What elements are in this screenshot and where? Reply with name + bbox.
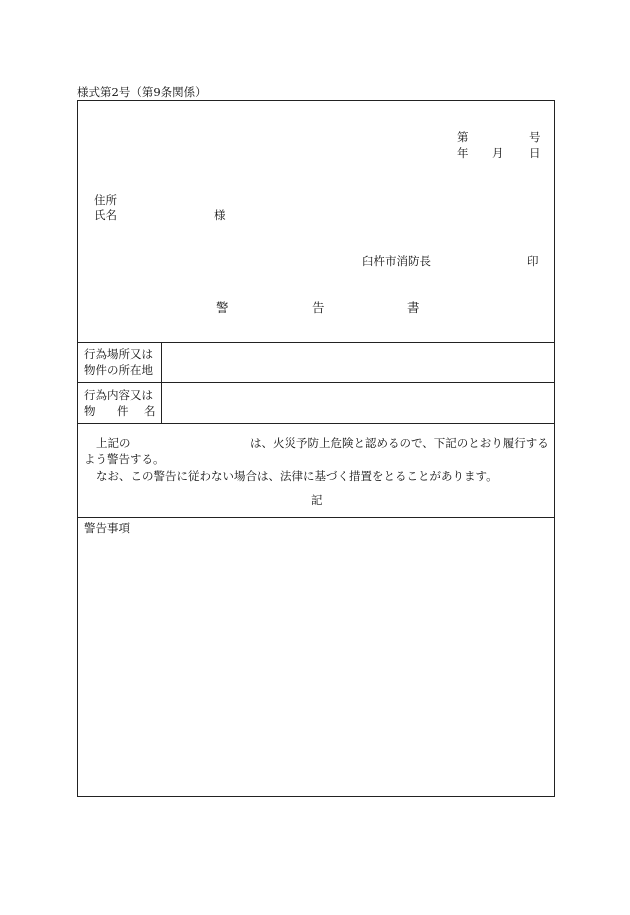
form-title: 様式第2号（第9条関係） — [77, 85, 207, 99]
doc-title-char-3: 書 — [407, 300, 420, 315]
number-suffix: 号 — [529, 130, 541, 144]
content-label-char-2: 件 — [117, 404, 129, 418]
date-year: 年 — [457, 146, 469, 160]
content-value-field[interactable] — [163, 384, 553, 421]
doc-title-char-2: 告 — [312, 300, 325, 315]
number-prefix: 第 — [457, 130, 469, 144]
date-day: 日 — [529, 146, 541, 160]
content-label-line1: 行為内容又は — [84, 388, 153, 402]
date-month: 月 — [492, 146, 504, 160]
warning-form-frame — [77, 100, 555, 797]
seal-mark: 印 — [527, 254, 539, 268]
name-label: 氏名 — [94, 208, 117, 222]
divider-header-bottom — [78, 342, 554, 343]
location-value-field[interactable] — [163, 344, 553, 380]
location-label-line2: 物件の所在地 — [84, 363, 153, 377]
honorific: 様 — [214, 208, 226, 222]
body-line2: よう警告する。 — [84, 452, 165, 466]
body-line1-start: 上記の — [96, 436, 131, 450]
body-line1-rest: は、火災予防上危険と認めるので、下記のとおり履行する — [250, 436, 549, 450]
warning-items-area[interactable] — [84, 539, 548, 789]
location-label-line1: 行為場所又は — [84, 347, 153, 361]
issuer-title: 臼杵市消防長 — [362, 254, 431, 268]
divider-location-bottom — [78, 382, 554, 383]
ki-heading: 記 — [311, 493, 323, 507]
doc-title-char-1: 警 — [216, 300, 229, 315]
divider-body-bottom — [78, 517, 554, 518]
divider-content-bottom — [78, 423, 554, 424]
content-label-char-1: 物 — [84, 404, 96, 418]
content-label-char-3: 名 — [144, 404, 156, 418]
warning-items-label: 警告事項 — [84, 521, 130, 535]
body-line3: なお、この警告に従わない場合は、法律に基づく措置をとることがあります。 — [96, 469, 498, 483]
address-label: 住所 — [94, 193, 117, 207]
label-column-divider — [161, 342, 162, 423]
